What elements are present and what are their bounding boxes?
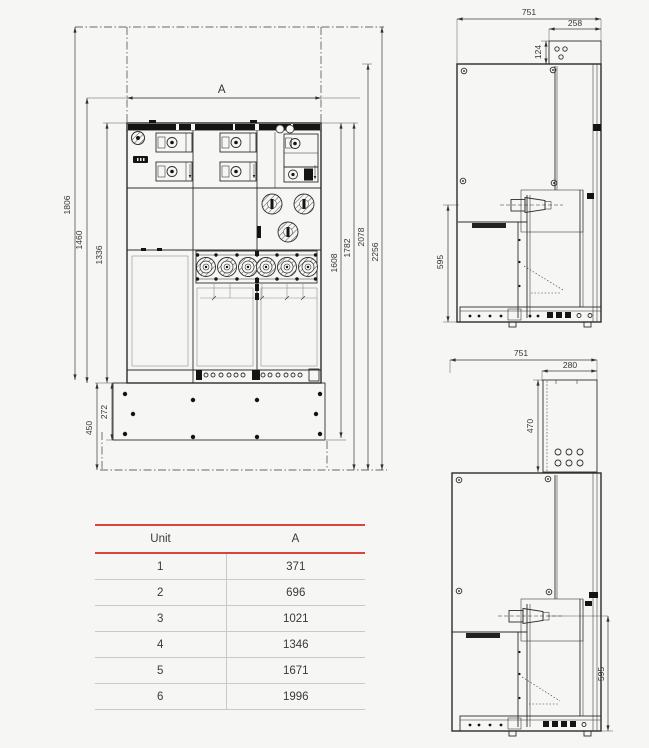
swing-path bbox=[522, 677, 560, 701]
dim-450-label: 450 bbox=[84, 420, 94, 436]
door-screws bbox=[456, 476, 552, 595]
dim-280-label: 280 bbox=[562, 360, 578, 370]
header-unit: Unit bbox=[150, 533, 171, 545]
side-top-body bbox=[457, 41, 601, 327]
table-row bbox=[95, 580, 365, 606]
unit-cell: 3 bbox=[95, 606, 227, 631]
unit-cell: 1 bbox=[95, 554, 227, 579]
riser-holes bbox=[555, 449, 583, 466]
base-plate bbox=[113, 383, 325, 440]
door-panel bbox=[261, 288, 317, 366]
header-a: A bbox=[291, 533, 300, 545]
table-header-row bbox=[95, 526, 365, 552]
rear-duct-box bbox=[549, 41, 601, 64]
dim-751-label: 751 bbox=[513, 348, 529, 358]
front-cabinet bbox=[127, 120, 321, 383]
a-cell: 371 bbox=[286, 560, 306, 573]
table-row bbox=[95, 658, 365, 684]
interlock-shaft bbox=[500, 198, 563, 213]
dim-2078-label: 2078 bbox=[356, 227, 366, 247]
dim-470-label: 470 bbox=[525, 418, 535, 434]
insulator-bushings bbox=[257, 194, 314, 242]
vent-cap bbox=[286, 125, 294, 133]
dim-272-label: 272 bbox=[99, 404, 109, 420]
base-frame bbox=[460, 716, 601, 736]
door-screws bbox=[460, 67, 557, 186]
front-dims-right bbox=[321, 27, 382, 470]
table-row bbox=[95, 632, 365, 658]
dim-1806-label: 1806 bbox=[62, 195, 72, 215]
a-cell: 1021 bbox=[282, 612, 309, 625]
switch-module bbox=[156, 162, 192, 181]
vent-grille bbox=[466, 633, 500, 638]
dim-595-label: 595 bbox=[435, 254, 445, 270]
vent-cap bbox=[276, 125, 284, 133]
a-cell: 1996 bbox=[282, 690, 309, 703]
dim-1608-label: 1608 bbox=[329, 253, 339, 273]
dim-1336-label: 1336 bbox=[94, 245, 104, 265]
vent-grille bbox=[472, 223, 506, 228]
switch-module bbox=[156, 133, 192, 152]
table-row bbox=[95, 554, 365, 580]
a-cell: 1346 bbox=[282, 638, 309, 651]
side-view-bottom bbox=[450, 348, 613, 736]
dim-751-label: 751 bbox=[521, 7, 537, 17]
dim-2256-label: 2256 bbox=[370, 242, 380, 262]
interlock-shaft bbox=[498, 609, 563, 624]
switch-module bbox=[284, 165, 318, 182]
dim-595-label: 595 bbox=[596, 666, 606, 682]
table-row bbox=[95, 684, 365, 710]
dim-a-label: A bbox=[217, 84, 227, 96]
a-cell: 696 bbox=[286, 586, 306, 599]
unit-cell: 5 bbox=[95, 658, 227, 683]
rear-riser-box bbox=[543, 380, 597, 472]
terminal-row bbox=[196, 369, 319, 381]
dim-1782-label: 1782 bbox=[342, 238, 352, 258]
unit-cell: 2 bbox=[95, 580, 227, 605]
door-panel bbox=[132, 256, 188, 366]
internal-dim-row bbox=[200, 283, 317, 300]
a-cell: 1671 bbox=[282, 664, 309, 677]
switch-module bbox=[220, 162, 256, 181]
front-dims-left bbox=[62, 27, 128, 470]
dim-124-label: 124 bbox=[533, 44, 543, 60]
base-frame bbox=[460, 307, 601, 327]
switch-module-large bbox=[284, 134, 318, 167]
dim-1460-label: 1460 bbox=[74, 230, 84, 250]
dimension-table bbox=[95, 524, 365, 710]
dim-258-label: 258 bbox=[567, 18, 583, 28]
door-panel bbox=[197, 288, 253, 366]
side-bottom-dims bbox=[450, 348, 613, 731]
cable-bushing-band bbox=[196, 251, 318, 283]
unit-cell: 4 bbox=[95, 632, 227, 657]
front-dim-width-a bbox=[87, 84, 360, 98]
switch-module bbox=[220, 133, 256, 152]
unit-cell: 6 bbox=[95, 684, 227, 709]
front-view bbox=[62, 27, 387, 470]
side-view-top bbox=[435, 7, 601, 327]
table-row bbox=[95, 606, 365, 632]
